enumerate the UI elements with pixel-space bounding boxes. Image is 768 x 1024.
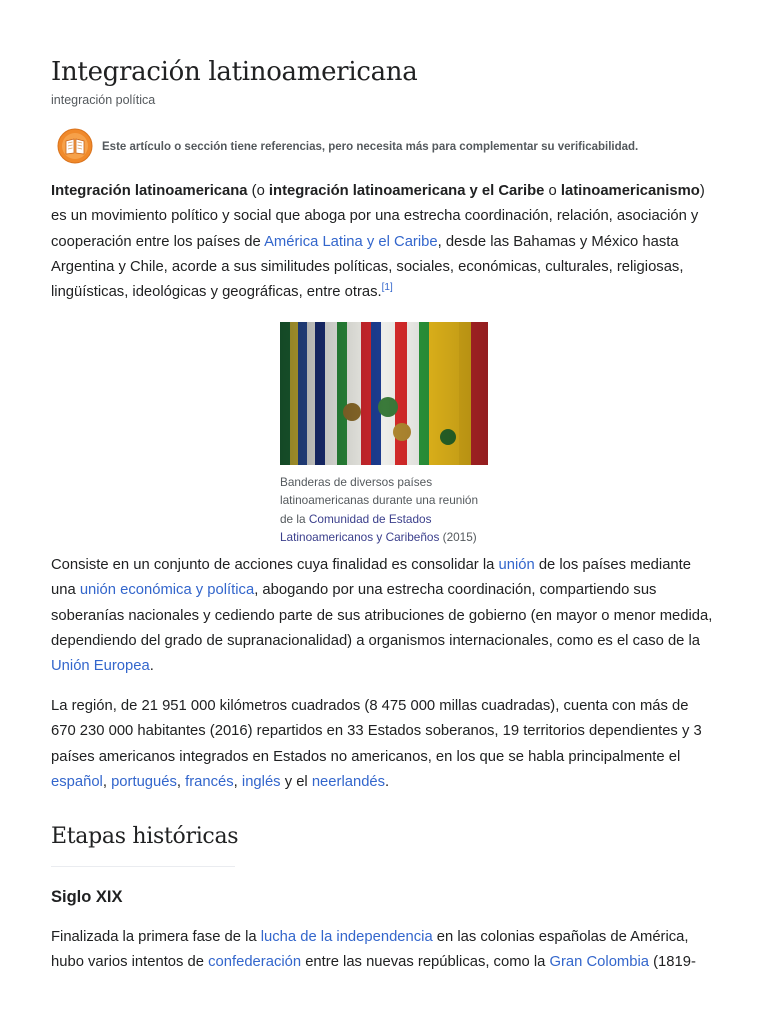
figure-caption (280, 473, 488, 546)
caption-text: (2015) (439, 529, 477, 544)
text: Finalizada la primera fase de la (51, 929, 261, 945)
bold-term: latinoamericanismo (560, 183, 700, 199)
subsection-heading: Siglo XIX (51, 888, 123, 906)
page-subtitle: integración política (51, 93, 156, 107)
caption-text: Banderas de diversos países latinoamericanas durante una reunión de la (280, 475, 479, 526)
text: (1819- (649, 954, 696, 971)
link-union-economica[interactable]: unión económica y política (79, 582, 255, 599)
section-heading[interactable]: Etapas históricas (51, 824, 239, 849)
book-icon (57, 128, 93, 164)
text: , (102, 773, 112, 790)
link-espanol[interactable]: español (51, 773, 103, 790)
text: y el (280, 773, 312, 790)
page-title: Integración latinoamericana (51, 57, 418, 87)
reference-link[interactable]: [1] (381, 282, 393, 294)
link-gran-colombia[interactable]: Gran Colombia (549, 954, 649, 971)
intro-paragraph (51, 179, 716, 305)
text: , (176, 773, 186, 790)
heading-divider (51, 866, 235, 867)
references-notice (57, 127, 716, 167)
link-america-latina[interactable]: América Latina y el Caribe (264, 233, 438, 250)
text: , (233, 773, 242, 790)
link-portugues[interactable]: portugués (111, 773, 177, 790)
figure (280, 322, 488, 546)
link-union[interactable]: unión (498, 557, 535, 573)
text: entre las nuevas repúblicas, como la (301, 954, 550, 971)
link-confederacion[interactable]: confederación (208, 954, 302, 971)
bold-term: Integración latinoamericana (51, 183, 248, 199)
link-celac[interactable]: Comunidad de Estados Latinoamericanos y Caribeños (280, 511, 440, 544)
bold-term: integración latinoamericana y el Caribe (268, 183, 545, 199)
flags-image[interactable] (280, 322, 488, 465)
link-ingles[interactable]: inglés (241, 773, 281, 790)
link-frances[interactable]: francés (185, 773, 234, 790)
text: ) es un movimiento político y social que aboga por una estrecha coordinación, relación, asociación y cooperación entre los países de (51, 183, 705, 250)
text: La región, de 21 951 000 kilómetros cuadrados (8 475 000 millas cuadradas), cuenta con más de 670 230 000 habitantes (2016) repartidos en 33 Estados soberanos, 19 territorios dependientes y 3 países americanos integrados en Estados no americanos, en los que se habla principalmente el (51, 698, 702, 765)
text: de los países mediante una (51, 557, 691, 599)
paragraph (51, 553, 716, 679)
text: . (385, 773, 390, 790)
link-independencia[interactable]: lucha de la independencia (260, 929, 433, 945)
text: , desde las Bahamas y México hasta Argentina y Chile, acorde a sus similitudes políticas, sociales, económicas, culturales, religiosas, lingüísticas, ideológicas y geográficas, entre otras. (51, 233, 684, 301)
text: (o (247, 183, 269, 199)
text: o (544, 183, 561, 199)
paragraph (51, 925, 716, 976)
link-neerlandes[interactable]: neerlandés (311, 773, 386, 790)
text: . (149, 658, 154, 675)
text: en las colonias españolas de América, hubo varios intentos de (51, 929, 689, 971)
text: Consiste en un conjunto de acciones cuya finalidad es consolidar la (51, 557, 499, 573)
link-union-europea[interactable]: Unión Europea (51, 658, 150, 675)
paragraph (51, 694, 716, 795)
notice-text: Este artículo o sección tiene referencias, pero necesita más para complementar su verificabilidad. (102, 141, 639, 153)
text: , abogando por una estrecha coordinación, compartiendo sus soberanías nacionales y cediendo parte de sus atribuciones de gobierno (en mayor o menor medida, dependiendo del grado de supranacionalidad) a organismos internacionales, como es el caso de la (51, 582, 713, 649)
